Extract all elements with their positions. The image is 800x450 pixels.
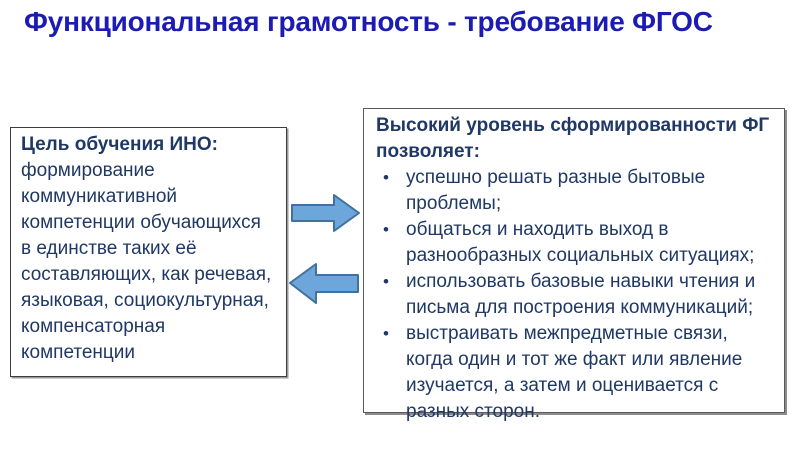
bullet-text: успешно решать разные бытовые проблемы; bbox=[406, 167, 706, 214]
list-item bbox=[376, 165, 772, 217]
bullet-text: использовать базовые навыки чтения и письма для построения коммуникаций; bbox=[406, 271, 756, 318]
list-item bbox=[376, 321, 772, 425]
bullet-icon: • bbox=[383, 168, 389, 187]
list-item bbox=[376, 269, 772, 321]
goal-box-heading: Цель обучения ИНО: bbox=[21, 134, 218, 155]
right-arrow-icon bbox=[290, 192, 361, 234]
goal-box-body: формирование коммуникативной компетенции обучающихся в единстве таких её составляющих, как речевая, языковая, социокультурная, компенсаторная компетенции bbox=[21, 160, 272, 363]
goal-box bbox=[10, 127, 287, 377]
slide-title: Функциональная грамотность - требование ФГОС bbox=[24, 6, 713, 37]
fg-benefits-heading: Высокий уровень сформированности ФГ позволяет: bbox=[376, 115, 770, 162]
list-item bbox=[376, 217, 772, 269]
left-arrow-icon bbox=[287, 260, 360, 307]
bullet-icon: • bbox=[383, 220, 389, 239]
bullet-text: общаться и находить выход в разнообразных социальных ситуациях; bbox=[406, 219, 755, 266]
bullet-icon: • bbox=[383, 324, 389, 343]
bullet-text: выстраивать межпредметные связи, когда один и тот же факт или явление изучается, а затем и оценивается с разных сторон. bbox=[406, 323, 743, 422]
fg-benefits-list bbox=[376, 165, 772, 425]
bullet-icon: • bbox=[383, 272, 389, 291]
fg-benefits-box bbox=[363, 108, 785, 422]
